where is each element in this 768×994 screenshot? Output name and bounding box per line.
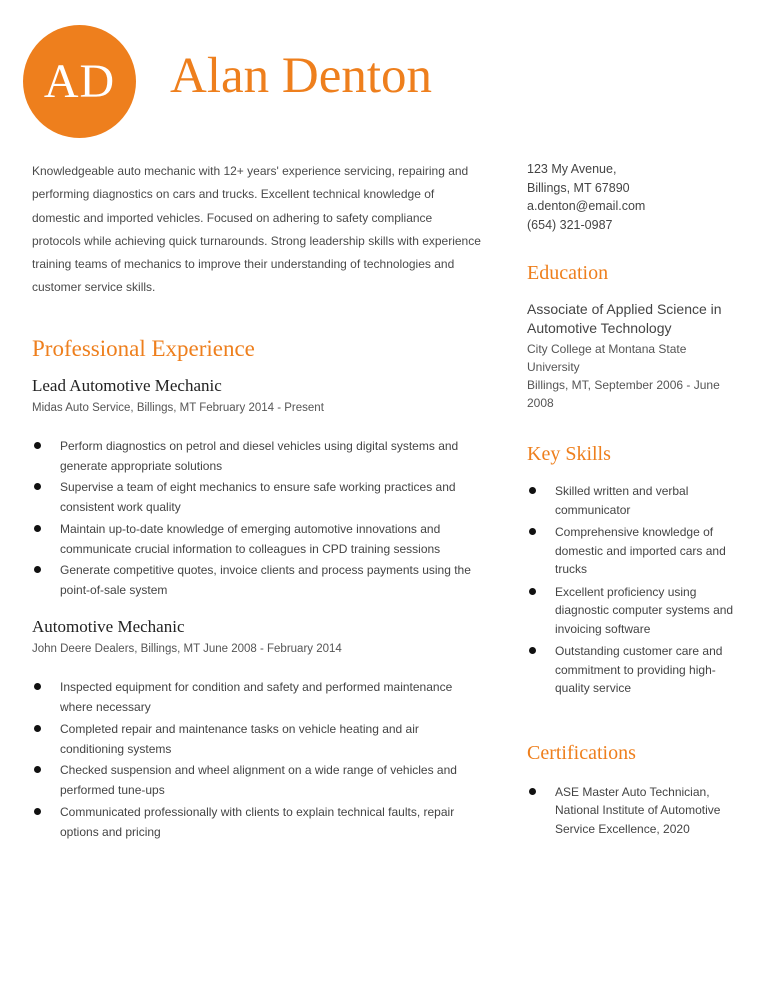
job-duty: Generate competitive quotes, invoice clients and process payments using the point-of-sale system	[32, 560, 482, 600]
skill-item: Skilled written and verbal communicator	[527, 482, 742, 519]
contact-street: 123 My Avenue,	[527, 162, 617, 176]
job-duties-list	[32, 677, 482, 842]
job-duties-list	[32, 436, 482, 601]
job-duty: Supervise a team of eight mechanics to ensure safe working practices and consistent work quality	[32, 477, 482, 517]
skill-item: Outstanding customer care and commitment to providing high-quality service	[527, 642, 742, 698]
certification-item: ASE Master Auto Technician, National Institute of Automotive Service Excellence, 2020	[527, 783, 742, 839]
job-duty: Inspected equipment for condition and safety and performed maintenance where necessary	[32, 677, 482, 717]
education-heading: Education	[527, 262, 609, 284]
contact-email: a.denton@email.com	[527, 199, 646, 213]
skill-item: Excellent proficiency using diagnostic computer systems and invoicing software	[527, 583, 742, 639]
job-duty: Communicated professionally with clients to explain technical faults, repair options and pricing	[32, 802, 482, 842]
school-location-dates: Billings, MT, September 2006 - June 2008	[527, 378, 720, 410]
monogram-initials: AD	[43, 55, 116, 108]
contact-phone: (654) 321-0987	[527, 217, 613, 232]
skill-item: Comprehensive knowledge of domestic and imported cars and trucks	[527, 523, 742, 579]
job-duty: Maintain up-to-date knowledge of emerging automotive innovations and communicate crucial information to colleagues in CPD training sessions	[32, 519, 482, 559]
job-entry	[32, 376, 482, 601]
job-duty: Checked suspension and wheel alignment on a wide range of vehicles and performed tune-ups	[32, 760, 482, 800]
experience-heading: Professional Experience	[32, 335, 255, 361]
job-title: Lead Automotive Mechanic	[32, 375, 222, 395]
contact-city: Billings, MT 67890	[527, 180, 630, 195]
job-entry	[32, 617, 482, 842]
school-name: City College at Montana State University	[527, 342, 687, 374]
degree-name: Associate of Applied Science in Automotive Technology	[527, 301, 722, 336]
skills-list	[527, 482, 742, 698]
candidate-name: Alan Denton	[170, 48, 433, 104]
job-title: Automotive Mechanic	[32, 617, 185, 637]
contact-block	[527, 160, 742, 234]
job-employer-dates: Midas Auto Service, Billings, MT February 2014 - Present	[32, 401, 324, 414]
profile-summary: Knowledgeable auto mechanic with 12+ years' experience servicing, repairing and performing diagnostics on cars and trucks. Excellent technical knowledge of domestic and imported vehicles. Focused on adhering to safety compliance protocols while achieving quick turnarounds. Strong leadership skills with experience training teams of mechanics to improve their understanding of technologies and customer service skills.	[32, 164, 481, 295]
monogram-badge	[23, 25, 136, 138]
job-duty: Completed repair and maintenance tasks on vehicle heating and air conditioning systems	[32, 719, 482, 759]
certifications-heading: Certifications	[527, 741, 636, 764]
job-duty: Perform diagnostics on petrol and diesel vehicles using digital systems and generate appropriate solutions	[32, 436, 482, 476]
job-employer-dates: John Deere Dealers, Billings, MT June 2008 - February 2014	[32, 643, 342, 656]
skills-heading: Key Skills	[527, 443, 611, 465]
right-column	[527, 160, 742, 842]
certifications-list	[527, 783, 742, 839]
left-column	[32, 160, 482, 843]
